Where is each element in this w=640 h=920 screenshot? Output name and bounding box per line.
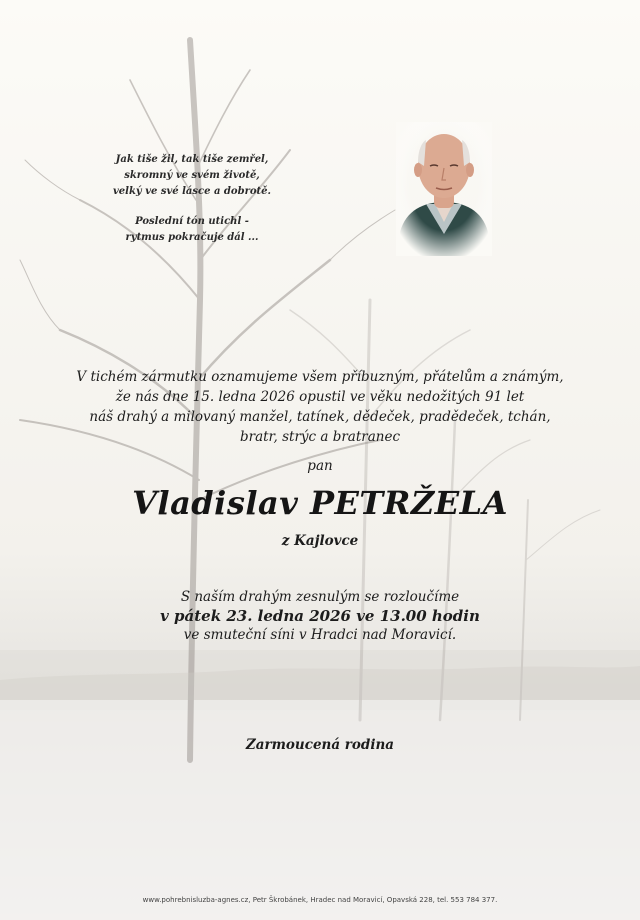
deceased-origin: z Kajlovce bbox=[281, 533, 359, 549]
poem-line: Jak tiše žil, tak tiše zemřel, bbox=[115, 154, 269, 165]
signature: Zarmoucená rodina bbox=[245, 737, 395, 753]
announcement-line: bratr, strýc a bratranec bbox=[239, 429, 401, 445]
footer-contact: www.pohrebnisluzba-agnes.cz, Petr Škrobánek, Hradec nad Moravicí, Opavská 228, tel. 553 784 377. bbox=[142, 896, 498, 904]
portrait-photo bbox=[396, 122, 492, 256]
announcement-line: náš drahý a milovaný manžel, tatínek, dědeček, pradědeček, tchán, bbox=[89, 409, 551, 425]
poem bbox=[92, 152, 292, 246]
farewell-place: ve smuteční síni v Hradci nad Moravicí. bbox=[183, 627, 457, 643]
farewell-date: v pátek 23. ledna 2026 ve 13.00 hodin bbox=[160, 607, 480, 625]
poem-line: skromný ve svém životě, bbox=[124, 170, 260, 181]
poem-line: rytmus pokračuje dál ... bbox=[125, 232, 259, 243]
farewell-info bbox=[40, 588, 600, 645]
poem-line: Poslední tón utichl - bbox=[135, 216, 249, 227]
announcement bbox=[40, 367, 600, 447]
poem-line: velký ve své lásce a dobrotě. bbox=[113, 186, 271, 197]
honorific: pan bbox=[307, 458, 333, 474]
farewell-line: S naším drahým zesnulým se rozloučíme bbox=[180, 589, 460, 605]
announcement-line: že nás dne 15. ledna 2026 opustil ve věku nedožitých 91 let bbox=[115, 389, 525, 405]
announcement-line: V tichém zármutku oznamujeme všem příbuzným, přátelům a známým, bbox=[76, 369, 564, 385]
deceased-name: Vladislav PETRŽELA bbox=[132, 484, 508, 522]
